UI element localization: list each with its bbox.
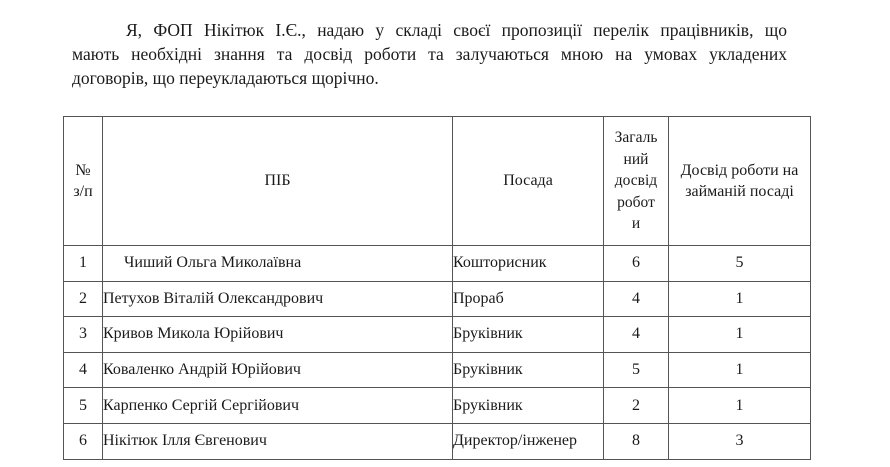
table-row	[64, 352, 811, 388]
staff-table	[63, 116, 811, 460]
table-header-row	[64, 117, 811, 246]
header-total-line: ний	[623, 150, 649, 168]
intro-line-3: договорів, що переукладаються щорічно.	[72, 68, 379, 88]
cell-name: Кривов Микола Юрійович	[103, 317, 453, 353]
header-current-line: Досвід роботи на	[680, 162, 799, 179]
table-row	[64, 388, 811, 424]
header-name: ПІБ	[103, 117, 453, 246]
cell-name: Нікітюк Ілля Євгенович	[103, 423, 453, 459]
table-row	[64, 317, 811, 353]
cell-current-experience: 1	[669, 352, 811, 388]
intro-paragraph	[72, 18, 787, 90]
header-number	[64, 117, 103, 246]
cell-name: Чиший Ольга Миколаївна	[103, 246, 453, 282]
cell-position: Бруківник	[453, 352, 604, 388]
cell-total-experience: 5	[604, 352, 669, 388]
header-position: Посада	[453, 117, 604, 246]
table-row	[64, 246, 811, 282]
cell-current-experience: 1	[669, 388, 811, 424]
header-total-line: и	[631, 215, 641, 233]
cell-current-experience: 1	[669, 281, 811, 317]
cell-total-experience: 2	[604, 388, 669, 424]
cell-name: Петухов Віталій Олександрович	[103, 281, 453, 317]
cell-total-experience: 4	[604, 317, 669, 353]
header-total-line: Загаль	[614, 129, 658, 147]
cell-position: Кошторисник	[453, 246, 604, 282]
cell-position: Прораб	[453, 281, 604, 317]
cell-number: 5	[64, 388, 103, 424]
cell-number: 2	[64, 281, 103, 317]
cell-number: 6	[64, 423, 103, 459]
cell-number: 3	[64, 317, 103, 353]
cell-current-experience: 3	[669, 423, 811, 459]
table-row	[64, 423, 811, 459]
cell-name: Коваленко Андрій Юрійович	[103, 352, 453, 388]
cell-current-experience: 5	[669, 246, 811, 282]
cell-number: 4	[64, 352, 103, 388]
cell-position: Бруківник	[453, 317, 604, 353]
header-current-experience	[669, 117, 811, 246]
cell-current-experience: 1	[669, 317, 811, 353]
intro-line-2: мають необхідні знання та досвід роботи та залучаються мною на умовах укладених	[72, 44, 787, 64]
table-row	[64, 281, 811, 317]
header-number-abbrev: з/п	[73, 183, 93, 200]
cell-position: Бруківник	[453, 388, 604, 424]
cell-total-experience: 8	[604, 423, 669, 459]
intro-line-1: Я, ФОП Нікітюк І.Є., надаю у складі своєї пропозиції перелік працівників, що	[126, 20, 787, 40]
header-total-line: досвід	[614, 172, 658, 190]
header-number-symbol: №	[75, 162, 91, 179]
cell-name: Карпенко Сергій Сергійович	[103, 388, 453, 424]
header-total-line: робот	[617, 193, 655, 211]
header-total-experience	[604, 117, 669, 246]
cell-total-experience: 6	[604, 246, 669, 282]
cell-position: Директор/інженер	[453, 423, 604, 459]
cell-number: 1	[64, 246, 103, 282]
cell-total-experience: 4	[604, 281, 669, 317]
header-current-line: займаній посаді	[685, 183, 794, 200]
